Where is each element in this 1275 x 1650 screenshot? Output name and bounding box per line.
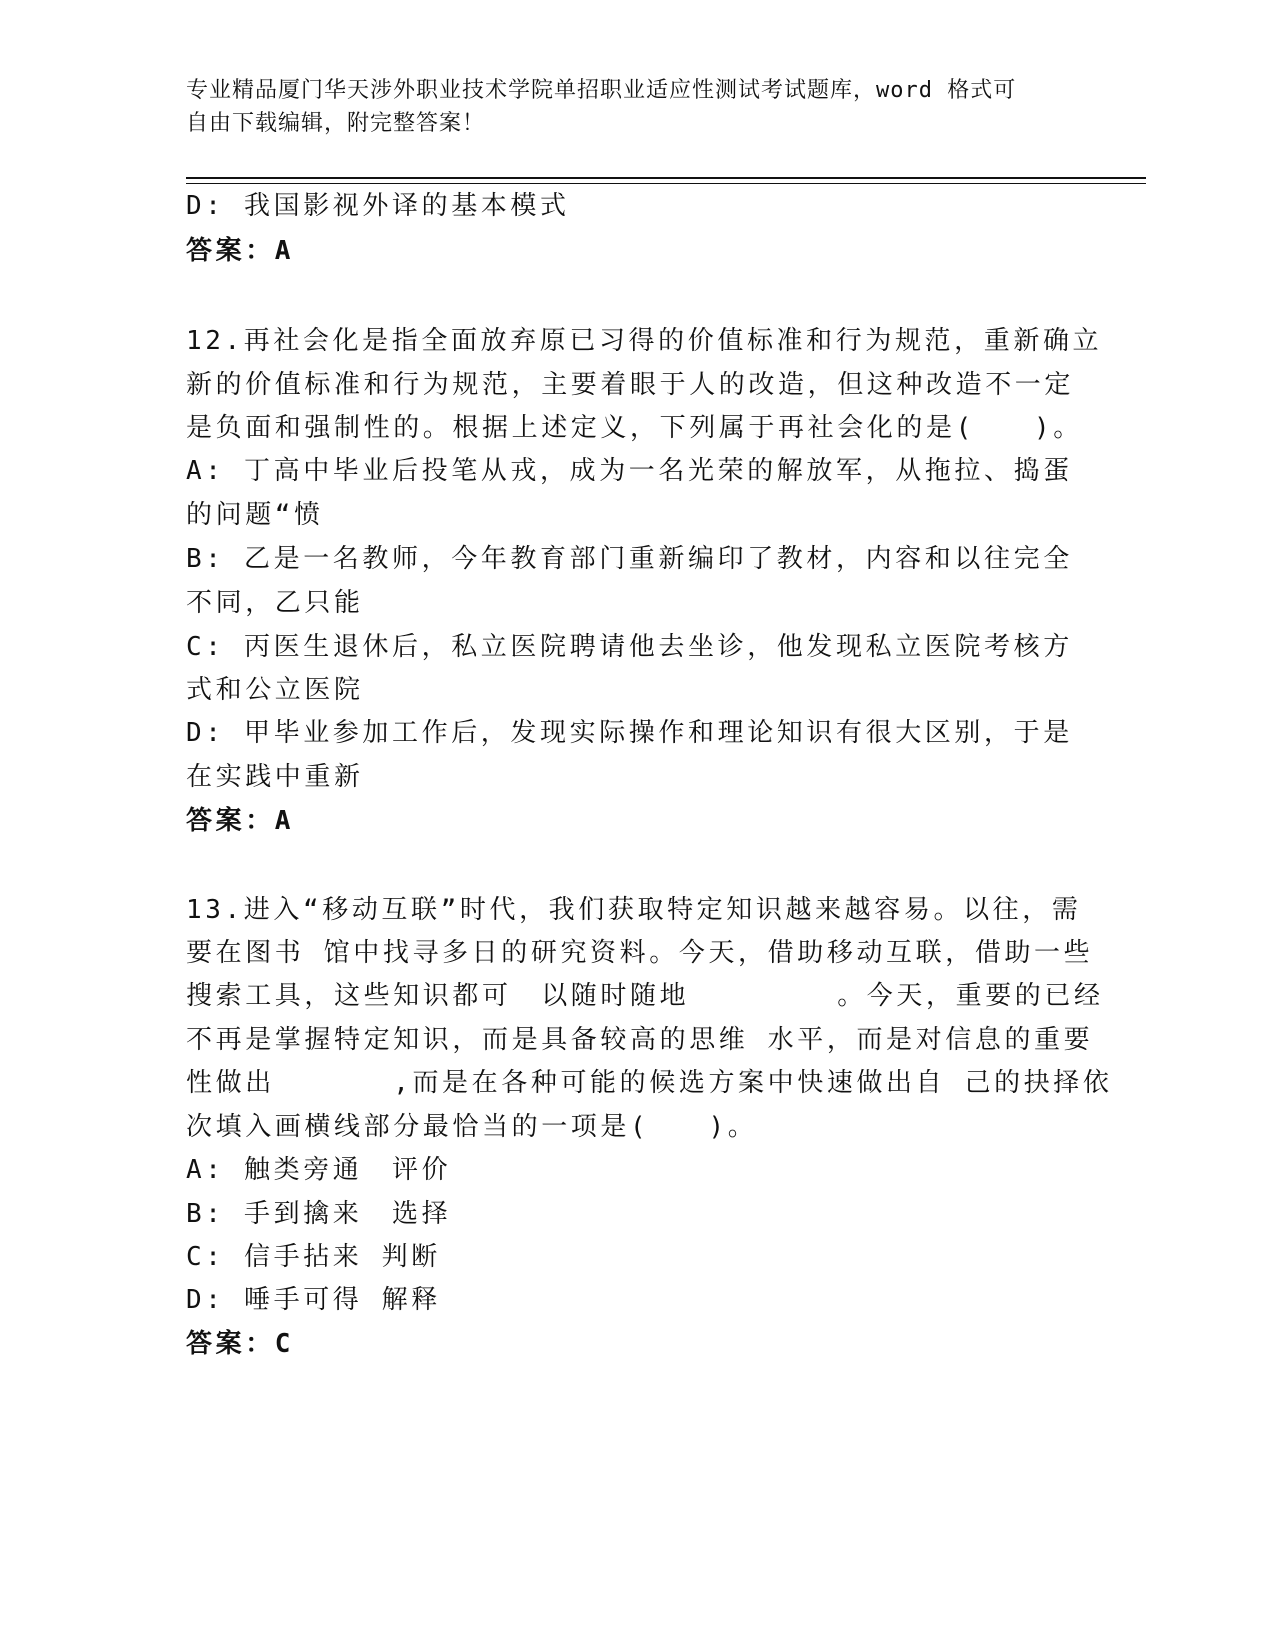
header-line-1: 专业精品厦门华天涉外职业技术学院单招职业适应性测试考试题库，word 格式可 <box>186 78 1017 103</box>
option-letter: B: <box>186 544 225 574</box>
option-letter: D: <box>186 718 225 748</box>
option-text: 甲毕业参加工作后，发现实际操作和理论知识有很大区别，于是 <box>244 718 1073 748</box>
option-text: 我国影视外译的基本模式 <box>244 191 570 221</box>
prev-answer: 答案：A <box>186 236 295 266</box>
q13-stem-line-2: 要在图书 馆中找寻多日的研究资料。今天，借助移动互联，借助一些 <box>186 938 1094 968</box>
q12-stem-line-3: 是负面和强制性的。根据上述定义，下列属于再社会化的是( )。 <box>186 413 1083 443</box>
option-letter: A: <box>186 456 225 486</box>
q12-option-c-cont: 式和公立医院 <box>186 675 364 705</box>
option-letter: C: <box>186 632 225 662</box>
q13-option-b <box>186 1193 451 1230</box>
q13-option-c <box>186 1236 441 1273</box>
q12-option-d <box>186 712 1073 749</box>
header-line-2: 自由下载编辑，附完整答案！ <box>186 111 486 136</box>
option-text: 手到擒来 选择 <box>244 1199 452 1229</box>
option-letter: D: <box>186 191 225 221</box>
option-text: 丙医生退休后，私立医院聘请他去坐诊，他发现私立医院考核方 <box>244 632 1073 662</box>
option-letter: A: <box>186 1155 225 1185</box>
header-divider-thick <box>186 177 1146 179</box>
q13-stem-line-4: 不再是掌握特定知识，而是具备较高的思维 水平，而是对信息的重要 <box>186 1025 1094 1055</box>
q12-stem-line-1: 12.再社会化是指全面放弃原已习得的价值标准和行为规范，重新确立 <box>186 326 1103 356</box>
q12-option-b-cont: 不同，乙只能 <box>186 588 364 618</box>
q13-option-d <box>186 1279 441 1316</box>
q12-option-c <box>186 626 1073 663</box>
q12-stem-line-2: 新的价值标准和行为规范，主要着眼于人的改造，但这种改造不一定 <box>186 370 1075 400</box>
header-divider-thin <box>186 183 1146 184</box>
option-letter: C: <box>186 1242 225 1272</box>
q12-answer: 答案：A <box>186 806 295 836</box>
q13-stem-line-5: 性做出 ,而是在各种可能的候选方案中快速做出自 己的抉择依 <box>186 1068 1113 1098</box>
option-text: 信手拈来 判断 <box>244 1242 441 1272</box>
q13-stem-line-6: 次填入画横线部分最恰当的一项是( )。 <box>186 1112 758 1142</box>
q12-option-d-cont: 在实践中重新 <box>186 762 364 792</box>
q12-option-a-cont: 的问题“愤 <box>186 500 324 530</box>
prev-option-d <box>186 185 570 222</box>
page-header <box>186 74 1066 140</box>
option-text: 乙是一名教师，今年教育部门重新编印了教材，内容和以往完全 <box>244 544 1073 574</box>
option-text: 唾手可得 解释 <box>244 1285 441 1315</box>
q13-option-a <box>186 1149 451 1186</box>
q12-option-a <box>186 450 1073 487</box>
option-letter: D: <box>186 1285 225 1315</box>
option-text: 丁高中毕业后投笔从戎，成为一名光荣的解放军，从拖拉、捣蛋 <box>244 456 1073 486</box>
option-text: 触类旁通 评价 <box>244 1155 452 1185</box>
q13-stem-line-1: 13.进入“移动互联”时代，我们获取特定知识越来越容易。以往，需 <box>186 895 1082 925</box>
q13-answer: 答案：C <box>186 1329 295 1359</box>
option-letter: B: <box>186 1199 225 1229</box>
q12-option-b <box>186 538 1073 575</box>
q13-stem-line-3: 搜索工具，这些知识都可 以随时随地 。今天，重要的已经 <box>186 981 1104 1011</box>
